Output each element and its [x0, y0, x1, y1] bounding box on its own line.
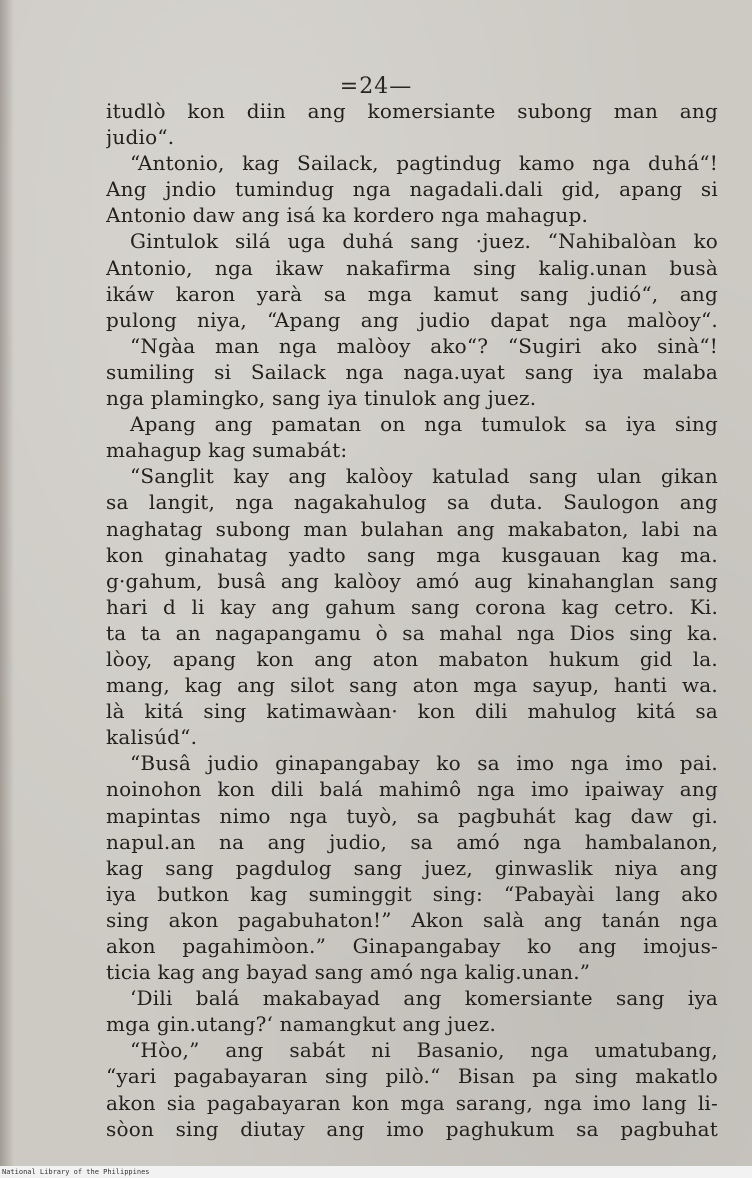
text-line: ticia kag ang bayad sang amó nga kalig.unan.” — [106, 960, 591, 985]
text-line: sa langit, nga nagakahulog sa duta. Saulogon ang — [106, 490, 718, 515]
text-line: napul.an na ang judio, sa amó nga hambalanon, — [106, 829, 718, 854]
text-line: sumiling si Sailack nga naga.uyat sang iya malaba — [106, 359, 718, 384]
text-line: mang, kag ang silot sang aton mga sayup, hanti wa. — [106, 673, 718, 698]
text-line: kon ginahatag yadto sang mga kusgauan kag ma. — [106, 542, 718, 567]
text-line: “yari pagabayaran sing pilò.“ Bisan pa sing makatlo — [106, 1064, 718, 1089]
text-line: kalisúd“. — [106, 725, 198, 750]
text-line: hari d li kay ang gahum sang corona kag cetro. Ki. — [106, 594, 718, 619]
page-number: =24— — [339, 74, 413, 99]
text-line: Apang ang pamatan on nga tumulok sa iya sing — [130, 412, 718, 437]
text-line: Antonio, nga ikaw nakafirma sing kalig.unan busà — [106, 255, 718, 280]
text-line: “Sanglit kay ang kalòoy katulad sang ulan gikan — [130, 464, 718, 489]
text-line: Gintulok silá uga duhá sang ·juez. “Nahibalòan ko — [130, 229, 718, 254]
text-line: itudlò kon diin ang komersiante subong man ang — [106, 99, 718, 123]
text-line: naghatag subong man bulahan ang makabaton, labi na — [106, 516, 718, 541]
text-line: noinohon kon dili balá mahimô nga imo ipaiway ang — [106, 777, 718, 802]
text-line: mahagup kag sumabát: — [106, 438, 348, 463]
library-credit: National Library of the Philippines — [2, 1168, 150, 1176]
text-line: sing akon pagabuhaton!” Akon salà ang tanán nga — [106, 907, 718, 932]
text-line: “Hòo,” ang sabát ni Basanio, nga umatubang, — [130, 1038, 718, 1063]
page-body-text — [106, 98, 718, 1142]
text-line: judio“. — [106, 125, 175, 150]
text-line: ta ta an nagapangamu ò sa mahal nga Dios sing ka. — [106, 620, 718, 645]
text-line: ikáw karon yarà sa mga kamut sang judió“, ang — [106, 281, 718, 306]
text-line: mapintas nimo nga tuyò, sa pagbuhát kag daw gi. — [106, 803, 718, 828]
text-line: ‘Dili balá makabayad ang komersiante sang iya — [130, 986, 718, 1011]
text-line: g·gahum, busâ ang kalòoy amó aug kinahanglan sang — [106, 568, 718, 593]
text-line: lòoy, apang kon ang aton mabaton hukum gid la. — [106, 646, 718, 671]
text-line: “Busâ judio ginapangabay ko sa imo nga imo pai. — [130, 751, 718, 776]
text-line: nga plamingko, sang iya tinulok ang juez. — [106, 386, 537, 411]
text-line: Ang jndio tumindug nga nagadali.dali gid, apang si — [106, 177, 718, 202]
text-line: “Antonio, kag Sailack, pagtindug kamo nga duhá“! — [130, 151, 718, 176]
text-line: sòon sing diutay ang imo paghukum sa pagbuhat — [106, 1116, 718, 1141]
text-line: iya butkon kag suminggit sing: “Pabayài lang ako — [106, 881, 718, 906]
text-line: pulong niya, “Apang ang judio dapat nga malòoy“. — [106, 307, 718, 332]
text-line: Antonio daw ang isá ka kordero nga mahagup. — [106, 203, 589, 228]
text-line: akon pagahimòon.” Ginapangabay ko ang imojus- — [106, 934, 718, 958]
page-edge-shadow — [0, 0, 14, 1166]
text-line: là kitá sing katimawàan· kon dili mahulog kitá sa — [106, 699, 718, 724]
text-line: kag sang pagdulog sang juez, ginwaslik niya ang — [106, 855, 718, 880]
text-line: akon sia pagabayaran kon mga sarang, nga imo lang li- — [106, 1090, 718, 1115]
text-line: mga gin.utang?‘ namangkut ang juez. — [106, 1012, 496, 1037]
text-line: “Ngàa man nga malòoy ako“? “Sugiri ako sinà“! — [130, 333, 718, 358]
